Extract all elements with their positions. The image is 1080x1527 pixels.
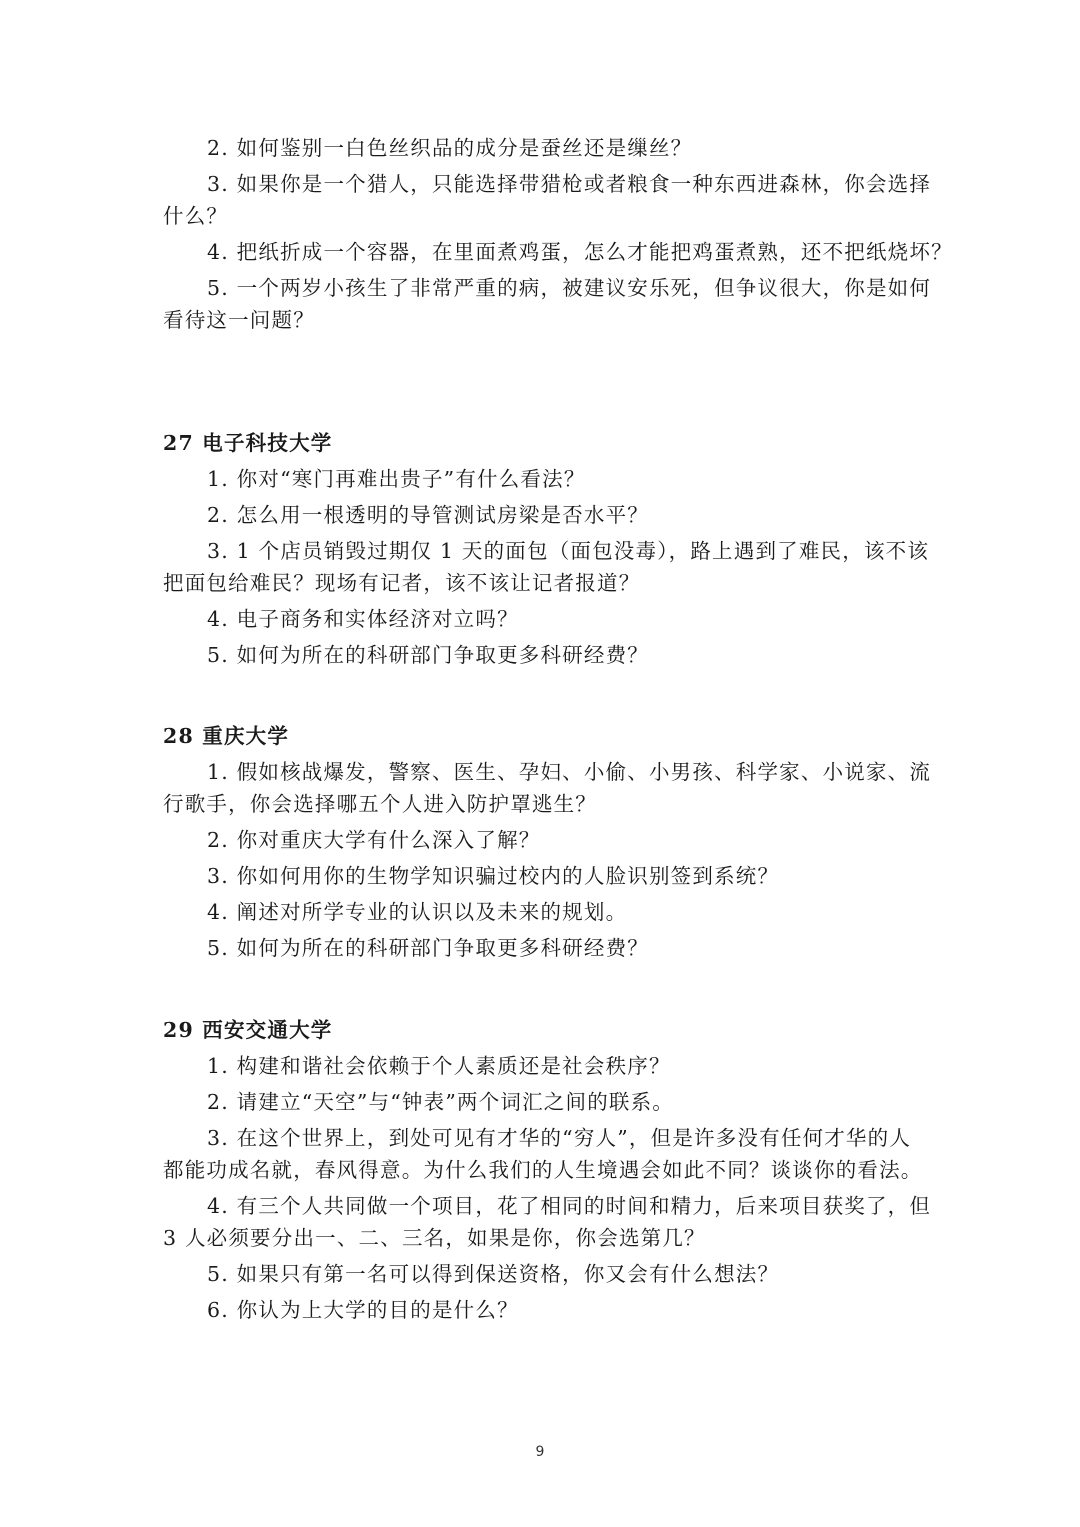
question-line: 4. 把纸折成一个容器，在里面煮鸡蛋，怎么才能把鸡蛋煮熟，还不把纸烧坏？	[207, 240, 953, 264]
question-line: 3. 在这个世界上，到处可见有才华的“穷人”，但是许多没有任何才华的人	[207, 1126, 912, 1150]
question-line: 2. 怎么用一根透明的导管测试房梁是否水平？	[207, 503, 649, 527]
question-line-continuation: 行歌手，你会选择哪五个人进入防护罩逃生？	[163, 792, 597, 816]
question-line-continuation: 都能功成名就，春风得意。为什么我们的人生境遇会如此不同？谈谈你的看法。	[163, 1158, 923, 1182]
question-line: 3. 如果你是一个猎人，只能选择带猎枪或者粮食一种东西进森林，你会选择	[207, 172, 932, 196]
intro-question-list	[163, 132, 953, 336]
question-line: 5. 如何为所在的科研部门争取更多科研经费？	[207, 936, 649, 960]
question-line: 5. 如果只有第一名可以得到保送资格，你又会有什么想法？	[207, 1262, 780, 1286]
section-27	[163, 427, 930, 671]
question-line: 2. 你对重庆大学有什么深入了解？	[207, 828, 541, 852]
question-line: 3. 1 个店员销毁过期仅 1 天的面包（面包没毒），路上遇到了难民，该不该	[207, 539, 930, 563]
question-line: 4. 阐述对所学专业的认识以及未来的规划。	[207, 900, 628, 924]
question-line: 1. 假如核战爆发，警察、医生、孕妇、小偷、小男孩、科学家、小说家、流	[207, 760, 932, 784]
question-line: 1. 构建和谐社会依赖于个人素质还是社会秩序？	[207, 1054, 671, 1078]
question-line: 3. 你如何用你的生物学知识骗过校内的人脸识别签到系统？	[207, 864, 780, 888]
question-line-continuation: 把面包给难民？现场有记者，该不该让记者报道？	[163, 571, 641, 595]
question-line: 6. 你认为上大学的目的是什么？	[207, 1298, 519, 1322]
question-line: 2. 如何鉴别一白色丝织品的成分是蚕丝还是缫丝？	[207, 136, 693, 160]
question-line-continuation: 什么？	[163, 204, 229, 228]
question-line: 4. 有三个人共同做一个项目，花了相同的时间和精力，后来项目获奖了，但	[207, 1194, 932, 1218]
question-line: 5. 一个两岁小孩生了非常严重的病，被建议安乐死，但争议很大，你是如何	[207, 276, 932, 300]
section-heading: 28 重庆大学	[163, 724, 290, 748]
question-line: 1. 你对“寒门再难出贵子”有什么看法？	[207, 467, 586, 491]
section-heading: 27 电子科技大学	[163, 431, 333, 455]
question-line: 5. 如何为所在的科研部门争取更多科研经费？	[207, 643, 649, 667]
page-number: 9	[535, 1444, 545, 1460]
question-line-continuation: 3 人必须要分出一、二、三名，如果是你，你会选第几？	[163, 1226, 706, 1250]
question-line: 2. 请建立“天空”与“钟表”两个词汇之间的联系。	[207, 1090, 674, 1114]
section-heading: 29 西安交通大学	[163, 1018, 333, 1042]
question-line: 4. 电子商务和实体经济对立吗？	[207, 607, 519, 631]
section-29	[163, 1014, 932, 1326]
question-line-continuation: 看待这一问题？	[163, 308, 315, 332]
section-28	[163, 720, 932, 964]
